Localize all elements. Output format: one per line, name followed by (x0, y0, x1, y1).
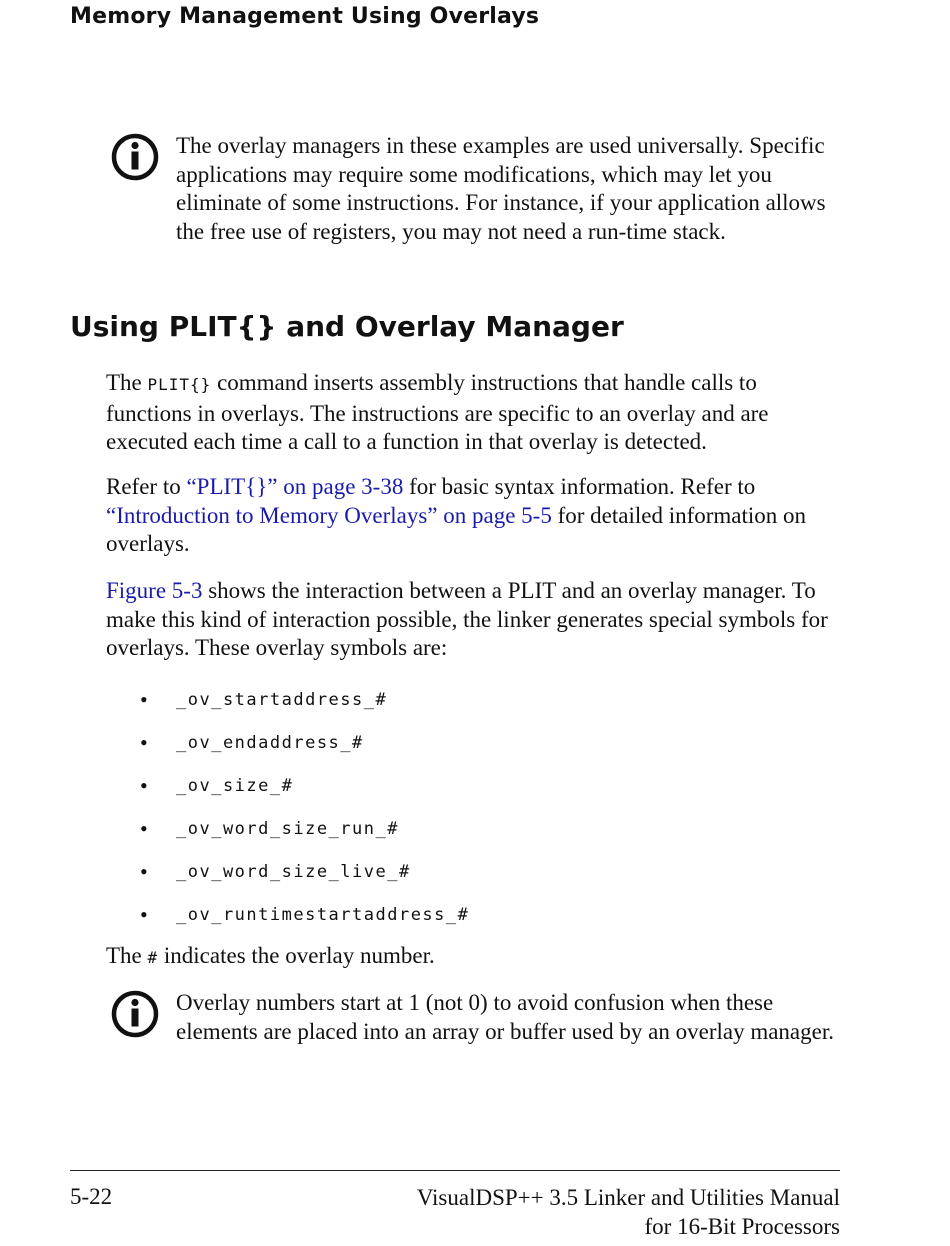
symbol-name: _ov_startaddress_# (176, 689, 388, 710)
symbol-name: _ov_word_size_live_# (176, 861, 411, 882)
info-icon (110, 132, 160, 182)
reference-paragraph: Refer to “PLIT{}” on page 3-38 for basic syntax information. Refer to “Introduction to Memory Overlays” on page 5-5 for detailed information on overlays. (106, 474, 807, 556)
note-box-overlay-numbers (110, 989, 850, 1046)
footer-divider (70, 1170, 840, 1171)
inline-code: # (147, 948, 159, 967)
bullet-icon: • (140, 901, 148, 927)
list-item (140, 764, 469, 807)
plit-syntax-link[interactable]: “PLIT{}” on page 3-38 (186, 474, 404, 499)
symbol-name: _ov_runtimestartaddress_# (176, 904, 470, 925)
plit-intro-paragraph: The PLIT{} command inserts assembly instructions that handle calls to functions in overlays. The instructions are specific to an overlay and are executed each time a call to a function in that overlay is detected. (106, 370, 769, 454)
symbol-name: _ov_word_size_run_# (176, 818, 399, 839)
list-item (140, 678, 469, 721)
note-text: The overlay managers in these examples are used universally. Specific applications may require some modifications, which may let you eliminate of some instructions. For instance, if your application allows the free use of registers, you may not need a run-time stack. (176, 133, 826, 244)
bullet-icon: • (140, 686, 148, 712)
symbol-name: _ov_size_# (176, 775, 294, 796)
bullet-icon: • (140, 772, 148, 798)
memory-overlays-link[interactable]: “Introduction to Memory Overlays” on page 5-5 (106, 502, 552, 528)
info-icon (110, 989, 160, 1039)
note-box-general (110, 132, 850, 246)
list-item (140, 807, 469, 850)
list-item (140, 850, 469, 893)
inline-code: PLIT{} (147, 375, 212, 394)
bullet-icon: • (140, 858, 148, 884)
list-item (140, 721, 469, 764)
overlay-number-paragraph: The # indicates the overlay number. (106, 943, 435, 968)
overlay-symbol-list (140, 678, 469, 936)
section-heading: Using PLIT{} and Overlay Manager (70, 310, 624, 343)
running-header: Memory Management Using Overlays (70, 4, 540, 29)
footer-manual-title: VisualDSP++ 3.5 Linker and Utilities Manual for 16-Bit Processors (416, 1185, 840, 1239)
page-number: 5-22 (70, 1184, 113, 1209)
note-text: Overlay numbers start at 1 (not 0) to avoid confusion when these elements are placed into an array or buffer used by an overlay manager. (176, 990, 834, 1044)
list-item (140, 893, 469, 936)
bullet-icon: • (140, 729, 148, 755)
symbol-name: _ov_endaddress_# (176, 732, 364, 753)
bullet-icon: • (140, 815, 148, 841)
figure-link[interactable]: Figure 5-3 (106, 578, 203, 603)
figure-reference-paragraph: Figure 5-3 shows the interaction between a PLIT and an overlay manager. To make this kind of interaction possible, the linker generates special symbols for overlays. These overlay symbols are: (106, 578, 828, 660)
